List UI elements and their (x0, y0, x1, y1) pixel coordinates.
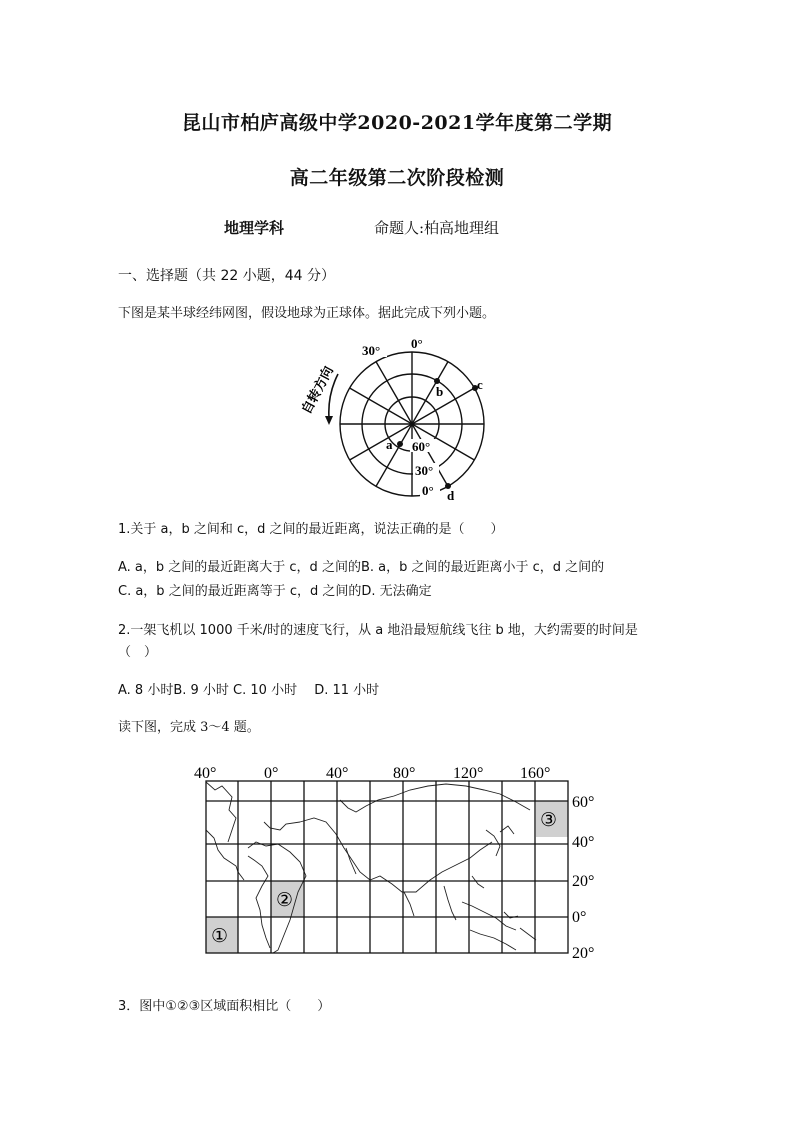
region-2-label: ② (276, 890, 294, 911)
exam-title: 昆山市柏庐高级中学2020-2021学年度第二学期 (181, 112, 613, 134)
top-label-120e: 120° (453, 765, 484, 782)
right-label-20n: 20° (572, 873, 595, 890)
lon-0-label: 0° (411, 336, 423, 351)
intro-text-2: 读下图，完成 3～4 题。 (118, 720, 260, 735)
arrow-head-icon (325, 416, 333, 425)
right-label-60n: 60° (572, 794, 595, 811)
rotation-direction-label: 自转方向 (298, 363, 337, 417)
intro-text-1: 下图是某半球经纬网图，假设地球为正球体。据此完成下列小题。 (118, 306, 496, 321)
top-label-160e: 160° (520, 765, 551, 782)
question-1-options-cd: C. a，b 之间的最近距离等于 c，d 之间的D. 无法确定 (118, 584, 432, 599)
question-1-stem: 1.关于 a，b 之间和 c，d 之间的最近距离，说法正确的是（ ） (118, 522, 504, 537)
top-label-40w: 40° (194, 765, 217, 782)
section-heading: 一、选择题（共 22 小题，44 分） (118, 268, 335, 284)
region-1-label: ① (211, 926, 229, 947)
lat-60-label: 60° (412, 439, 431, 454)
point-b-label: b (436, 384, 444, 399)
top-label-40e: 40° (326, 765, 349, 782)
polar-grid-figure (295, 330, 495, 505)
continent-outlines (206, 782, 536, 953)
exam-subtitle: 高二年级第二次阶段检测 (289, 167, 505, 189)
lon-30-label: 30° (362, 343, 381, 358)
point-a (397, 441, 403, 447)
right-label-0: 0° (572, 909, 587, 926)
top-label-0: 0° (264, 765, 279, 782)
lat-30-label: 30° (415, 463, 434, 478)
region-3-label: ③ (540, 810, 558, 831)
lat-0-label: 0° (422, 483, 434, 498)
question-1-options-ab: A. a，b 之间的最近距离大于 c，d 之间的B. a，b 之间的最近距离小于 c，d 之间的 (118, 560, 605, 575)
question-3-stem: 3．图中①②③区域面积相比（ ） (118, 999, 331, 1014)
top-label-80e: 80° (393, 765, 416, 782)
point-c-label: c (477, 377, 483, 392)
world-map-grid (190, 755, 610, 965)
right-label-20s: 20° (572, 945, 595, 962)
right-label-40n: 40° (572, 834, 595, 851)
map-grid-lines (206, 781, 568, 953)
point-d-label: d (447, 488, 455, 503)
question-2-options: A. 8 小时B. 9 小时 C. 10 小时 D. 11 小时 (118, 683, 380, 698)
author-label: 命题人:柏高地理组 (374, 219, 500, 237)
question-2-paren: （ ） (118, 645, 158, 660)
subject-label: 地理学科 (224, 219, 285, 237)
point-a-label: a (386, 437, 393, 452)
question-2-stem: 2.一架飞机以 1000 千米/时的速度飞行，从 a 地沿最短航线飞往 b 地，大约需要的时间是 (118, 623, 638, 638)
